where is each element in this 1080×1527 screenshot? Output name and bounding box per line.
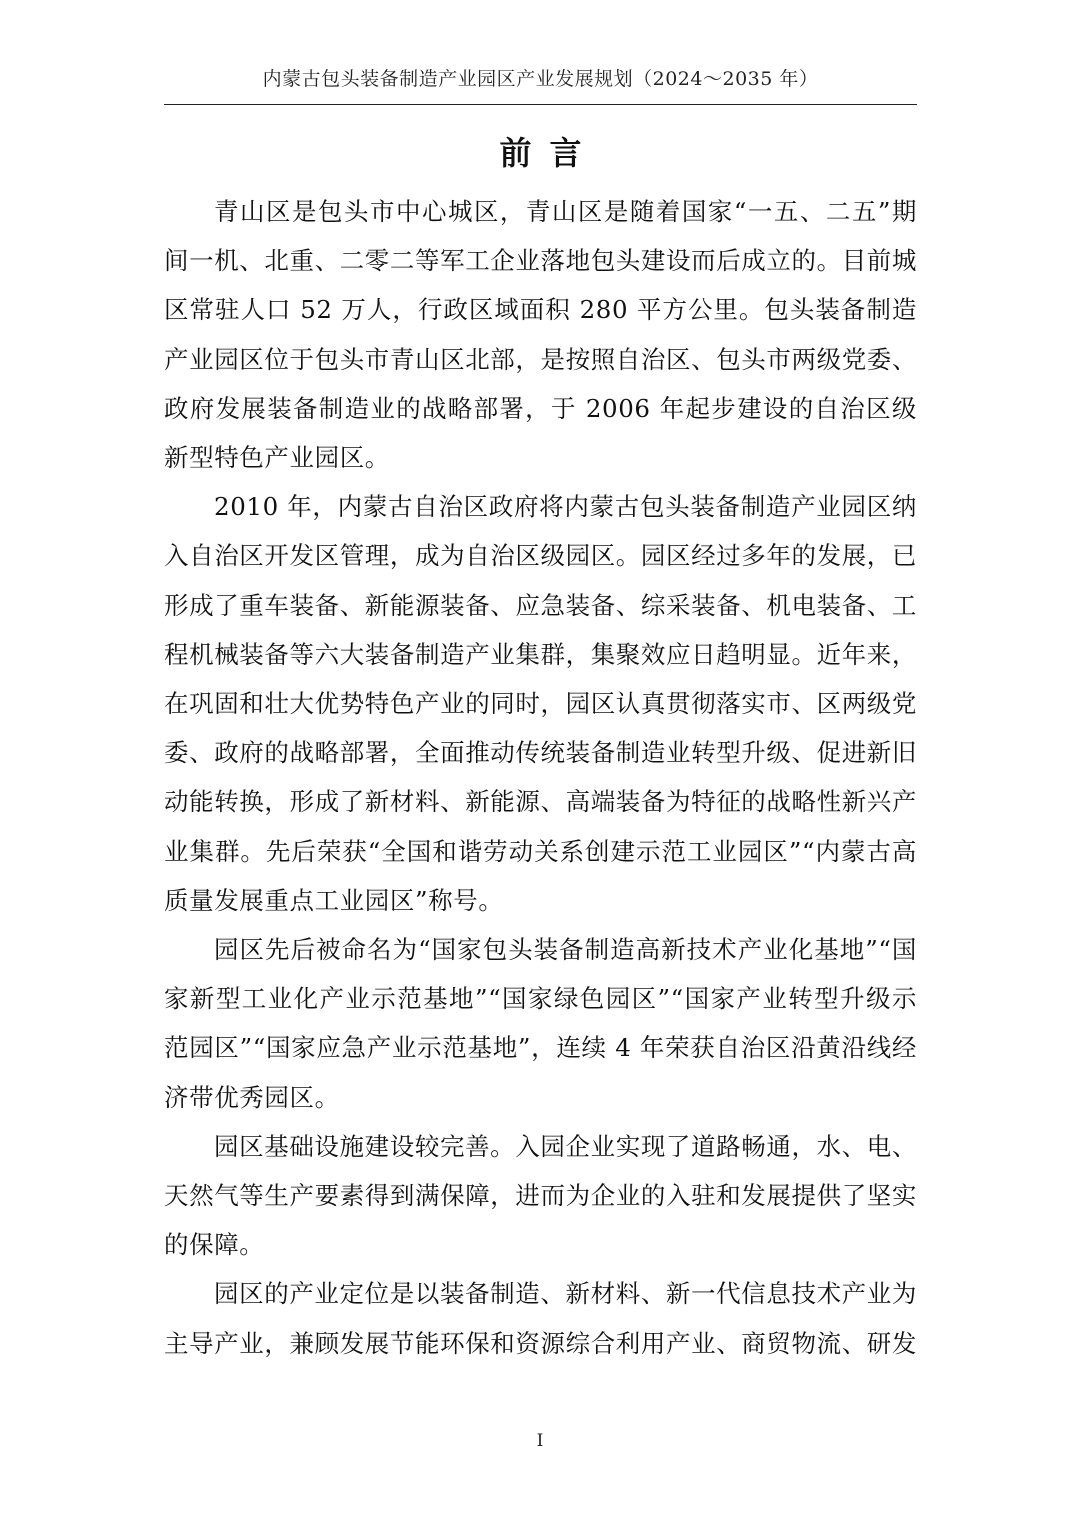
running-header: 内蒙古包头装备制造产业园区产业发展规划（2024～2035 年）	[262, 68, 819, 90]
section-title: 前言	[499, 134, 600, 172]
paragraph-4: 园区基础设施建设较完善。入园企业实现了道路畅通，水、电、天然气等生产要素得到满保障，进而为企业的入驻和发展提供了坚实的保障。	[164, 1131, 917, 1260]
paragraph-5: 园区的产业定位是以装备制造、新材料、新一代信息技术产业为主导产业，兼顾发展节能环保和资源综合利用产业、商贸物流、研发	[164, 1279, 917, 1358]
paragraph-1: 青山区是包头市中心城区，青山区是随着国家“一五、二五”期间一机、北重、二零二等军工企业落地包头建设而后成立的。目前城区常驻人口 52 万人，行政区域面积 280 平方公里。包头装备制造产业园区位于包头市青山区北部，是按照自治区、包头市两级党委、政府发展装备制造业的战略部署，于 2006 年起步建设的自治区级新型特色产业园区。	[164, 197, 917, 473]
paragraph-2: 2010 年，内蒙古自治区政府将内蒙古包头装备制造产业园区纳入自治区开发区管理，成为自治区级园区。园区经过多年的发展，已形成了重车装备、新能源装备、应急装备、综采装备、机电装备、工程机械装备等六大装备制造产业集群，集聚效应日趋明显。近年来，在巩固和壮大优势特色产业的同时，园区认真贯彻落实市、区两级党委、政府的战略部署，全面推动传统装备制造业转型升级、促进新旧动能转换，形成了新材料、新能源、高端装备为特征的战略性新兴产业集群。先后荣获“全国和谐劳动关系创建示范工业园区”“内蒙古高质量发展重点工业园区”称号。	[164, 492, 917, 915]
header-divider	[164, 104, 917, 105]
paragraph-3: 园区先后被命名为“国家包头装备制造高新技术产业化基地”“国家新型工业化产业示范基地”“国家绿色园区”“国家产业转型升级示范园区”“国家应急产业示范基地”，连续 4 年荣获自治区沿黄沿线经济带优秀园区。	[164, 935, 917, 1112]
page-number: I	[536, 1431, 544, 1451]
body-text	[164, 187, 917, 1368]
